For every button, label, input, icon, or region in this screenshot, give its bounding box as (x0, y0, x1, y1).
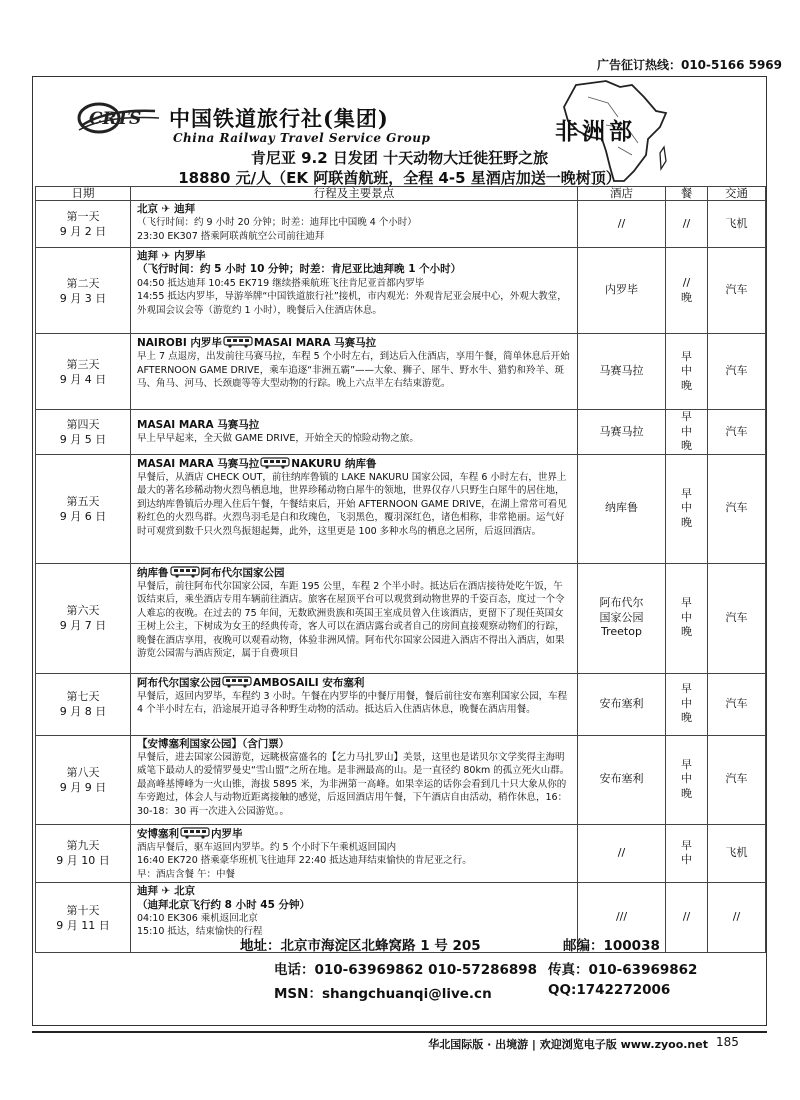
table-row (36, 824, 766, 883)
transport-cell: 汽车 (708, 454, 766, 563)
day-cell: 第四天 9 月 5 日 (36, 410, 131, 455)
table-row (36, 201, 766, 248)
edition-text: 华北国际版 · 出境游 | 欢迎浏览电子版 www.zyoo.net (428, 1038, 708, 1051)
itinerary-cell: 阿布代尔国家公园 AMBOSAILI 安布塞利 早餐后，返回内罗毕，车程约 3 小时。午餐在内罗毕的中餐厅用餐，餐后前往安布塞利国家公园，车程 4 个半小时左右，沿途展开追寻各种野生动物的活动。抵达后入住酒店休息，晚餐在酒店用餐。 (131, 673, 578, 735)
hotel-cell: /// (578, 883, 666, 953)
hotel-cell: 阿布代尔 国家公园 Treetop (578, 563, 666, 673)
hotel-cell: // (578, 201, 666, 248)
table-row (36, 673, 766, 735)
hotel-cell: 内罗毕 (578, 248, 666, 334)
meal-cell: 早 中 晚 (666, 334, 708, 410)
ad-hotline: 广告征订热线：010-5166 5969 (596, 58, 782, 72)
transport-cell: 飞机 (708, 201, 766, 248)
tour-title: 肯尼亚 9.2 日发团 十天动物大迁徙狂野之旅 (250, 149, 549, 167)
bus-icon (180, 827, 210, 839)
itinerary-cell: 【安博塞利国家公园】（含门票） 早餐后，进去国家公园游览，远眺极富盛名的【乞力马扎罗山】美景，这里也是诺贝尔文学奖得主海明威笔下最动人的爱情罗曼史“雪山盟”之所在地。是非洲最高的山。是一直径约 80km 的孤立死火山群。最高峰基博峰为一火山锥，海拔 5895 米，为非洲第一高峰。如果幸运的话你会看到几十只大象从你的车旁跑过，体会人与动物近距离接触的感觉，后返回酒店用午餐，下午酒店自由活动，稍作休息，16：30-18：30 再一次进入公园游览。。 (131, 735, 578, 824)
region-label: 非洲部 (555, 119, 636, 145)
table-row (36, 410, 766, 455)
transport-cell: 汽车 (708, 735, 766, 824)
table-row (36, 248, 766, 334)
itinerary-table (35, 186, 766, 953)
bus-icon (260, 457, 290, 469)
meal-cell: // (666, 201, 708, 248)
table-row (36, 735, 766, 824)
qq: QQ:1742272006 (548, 982, 671, 998)
transport-cell: 汽车 (708, 673, 766, 735)
meal-cell: 早 中 晚 (666, 735, 708, 824)
day-cell: 第三天 9 月 4 日 (36, 334, 131, 410)
meal-cell: 早 中 晚 (666, 673, 708, 735)
fax: 传真：010-63969862 (548, 962, 698, 978)
day-cell: 第五天 9 月 6 日 (36, 454, 131, 563)
meal-cell: 早 中 (666, 824, 708, 883)
transport-cell: 汽车 (708, 334, 766, 410)
day-cell: 第十天 9 月 11 日 (36, 883, 131, 953)
company-name-en: China Railway Travel Service Group (173, 131, 431, 145)
itinerary-cell: MASAI MARA 马赛马拉 早上早早起来，全天做 GAME DRIVE，开始全天的惊险动物之旅。 (131, 410, 578, 455)
meal-cell: // 晚 (666, 248, 708, 334)
itinerary-cell: 纳库鲁 阿布代尔国家公园 早餐后，前往阿布代尔国家公园，车距 195 公里，车程 2 个半小时。抵达后在酒店接待处吃午饭，午饭结束后，乘坐酒店专用车辆前往酒店。旅客在屋顶平台可以观赏到动物世界的千姿百态，度过一个令人难忘的夜晚。在过去的 75 年间，无数欧洲贵族和英国王室成员曾入住该酒店，更留下了现任英国女王树上公主，下树成为女王的经典传奇，客人可以在酒店露台或者自己的房间直接观察动物们的行踪，晚餐在酒店享用，夜晚可以观看动物，体验非洲风情。阿布代尔国家公园进入酒店不得出入酒店，如果游览公园需与酒店预定，属于自费项目 (131, 563, 578, 673)
day-cell: 第九天 9 月 10 日 (36, 824, 131, 883)
day-cell: 第六天 9 月 7 日 (36, 563, 131, 673)
header-itinerary: 行程及主要景点 (131, 187, 578, 201)
day-cell: 第一天 9 月 2 日 (36, 201, 131, 248)
header-transport: 交通 (708, 187, 766, 201)
itinerary-cell: 北京 ✈ 迪拜 （飞行时间：约 9 小时 20 分钟；时差：迪拜比中国晚 4 个小时） 23:30 EK307 搭乘阿联酋航空公司前往迪拜 (131, 201, 578, 248)
table-row (36, 563, 766, 673)
table-header-row (36, 187, 766, 201)
header (33, 77, 766, 187)
bus-icon (222, 676, 252, 688)
address: 地址：北京市海淀区北蜂窝路 1 号 205 (240, 938, 481, 954)
tour-price: 18880 元/人（EK 阿联酋航班，全程 4-5 星酒店加送一晚树顶） (178, 169, 621, 187)
itinerary-cell: 迪拜 ✈ 内罗毕 （飞行时间：约 5 小时 10 分钟；时差：肯尼亚比迪拜晚 1 个小时） 04:50 抵达迪拜 10:45 EK719 继续搭乘航班飞往肯尼亚首都内罗毕 14:55 抵达内罗毕，导游举牌“中国铁道旅行社”接机，市内观光：外观肯尼亚会展中心，外观大教堂，外观国会议会等（游览约 1 小时），晚餐后入住酒店休息。 (131, 248, 578, 334)
hotel-cell: 纳库鲁 (578, 454, 666, 563)
page-frame (32, 76, 767, 1026)
transport-cell: 飞机 (708, 824, 766, 883)
hotel-cell: 安布塞利 (578, 673, 666, 735)
table-row (36, 454, 766, 563)
bus-icon (223, 336, 253, 348)
transport-cell: 汽车 (708, 563, 766, 673)
crts-logo-icon (75, 99, 161, 137)
svg-text:CRTS: CRTS (89, 109, 142, 129)
itinerary-cell: 迪拜 ✈ 北京 （迪拜北京飞行约 8 小时 45 分钟） 04:10 EK306 乘机返回北京 15:10 抵达，结束愉快的行程 (131, 883, 578, 953)
meal-cell: // (666, 883, 708, 953)
page-bottom-bar (0, 1031, 800, 1051)
hotel-cell: 马赛马拉 (578, 334, 666, 410)
day-cell: 第八天 9 月 9 日 (36, 735, 131, 824)
bus-icon (170, 566, 200, 578)
hotel-cell: // (578, 824, 666, 883)
msn: MSN：shangchuanqi@live.cn (274, 986, 492, 1002)
company-name-cn: 中国铁道旅行社(集团) (169, 106, 389, 131)
table-row (36, 334, 766, 410)
day-cell: 第七天 9 月 8 日 (36, 673, 131, 735)
itinerary-cell: 安博塞利 内罗毕 酒店早餐后，驱车返回内罗毕。约 5 个小时下午乘机返回国内 16:40 EK720 搭乘豪华班机飞往迪拜 22:40 抵达迪拜结束愉快的肯尼亚之行。 早：酒店含餐 午：中餐 (131, 824, 578, 883)
hotel-cell: 安布塞利 (578, 735, 666, 824)
day-cell: 第二天 9 月 3 日 (36, 248, 131, 334)
header-hotel: 酒店 (578, 187, 666, 201)
hotel-cell: 马赛马拉 (578, 410, 666, 455)
transport-cell: 汽车 (708, 248, 766, 334)
transport-cell: 汽车 (708, 410, 766, 455)
phone: 电话：010-63969862 010-57286898 (274, 962, 538, 978)
bottom-divider (32, 1031, 767, 1033)
itinerary-cell: MASAI MARA 马赛马拉 NAKURU 纳库鲁 早餐后，从酒店 CHECK OUT，前往纳库鲁镇的 LAKE NAKURU 国家公园，车程 6 小时左右，世界上最大的著名珍稀动物火烈鸟栖息地，世界珍稀动物白犀牛的领地，世界仅存八只野生白犀牛的居住地，到达纳库鲁镇后办理入住后午餐，午餐结束后，开始 AFTERNOON GAME DRIVE，在湖上常常可看见粉红色的火烈鸟群。火烈鸟羽毛是白和玫瑰色，飞羽黑色，覆羽深红色，诸色相称，非常艳丽。运气好时可观赏到数千只火烈鸟振翅起舞，此外，这里更是 100 多种水鸟的栖息之居所，后返回酒店。 (131, 454, 578, 563)
transport-cell: // (708, 883, 766, 953)
meal-cell: 早 中 晚 (666, 563, 708, 673)
postcode: 邮编：100038 (563, 938, 660, 954)
header-meal: 餐 (666, 187, 708, 201)
meal-cell: 早 中 晚 (666, 454, 708, 563)
meal-cell: 早 中 晚 (666, 410, 708, 455)
page-number: 185 (716, 1035, 739, 1049)
itinerary-cell: NAIROBI 内罗毕 MASAI MARA 马赛马拉 早上 7 点退房，出发前往马赛马拉，车程 5 个小时左右，到达后入住酒店，享用午餐，简单休息后开始 AFTERNOON GAME DRIVE，乘车追逐“非洲五霸”——大象、狮子、犀牛、野水牛、猎豹和羚羊、斑马、角马、河马、长颈鹿等等大型动物的行踪。晚上六点半左右结束游览。 (131, 334, 578, 410)
header-date: 日期 (36, 187, 131, 201)
